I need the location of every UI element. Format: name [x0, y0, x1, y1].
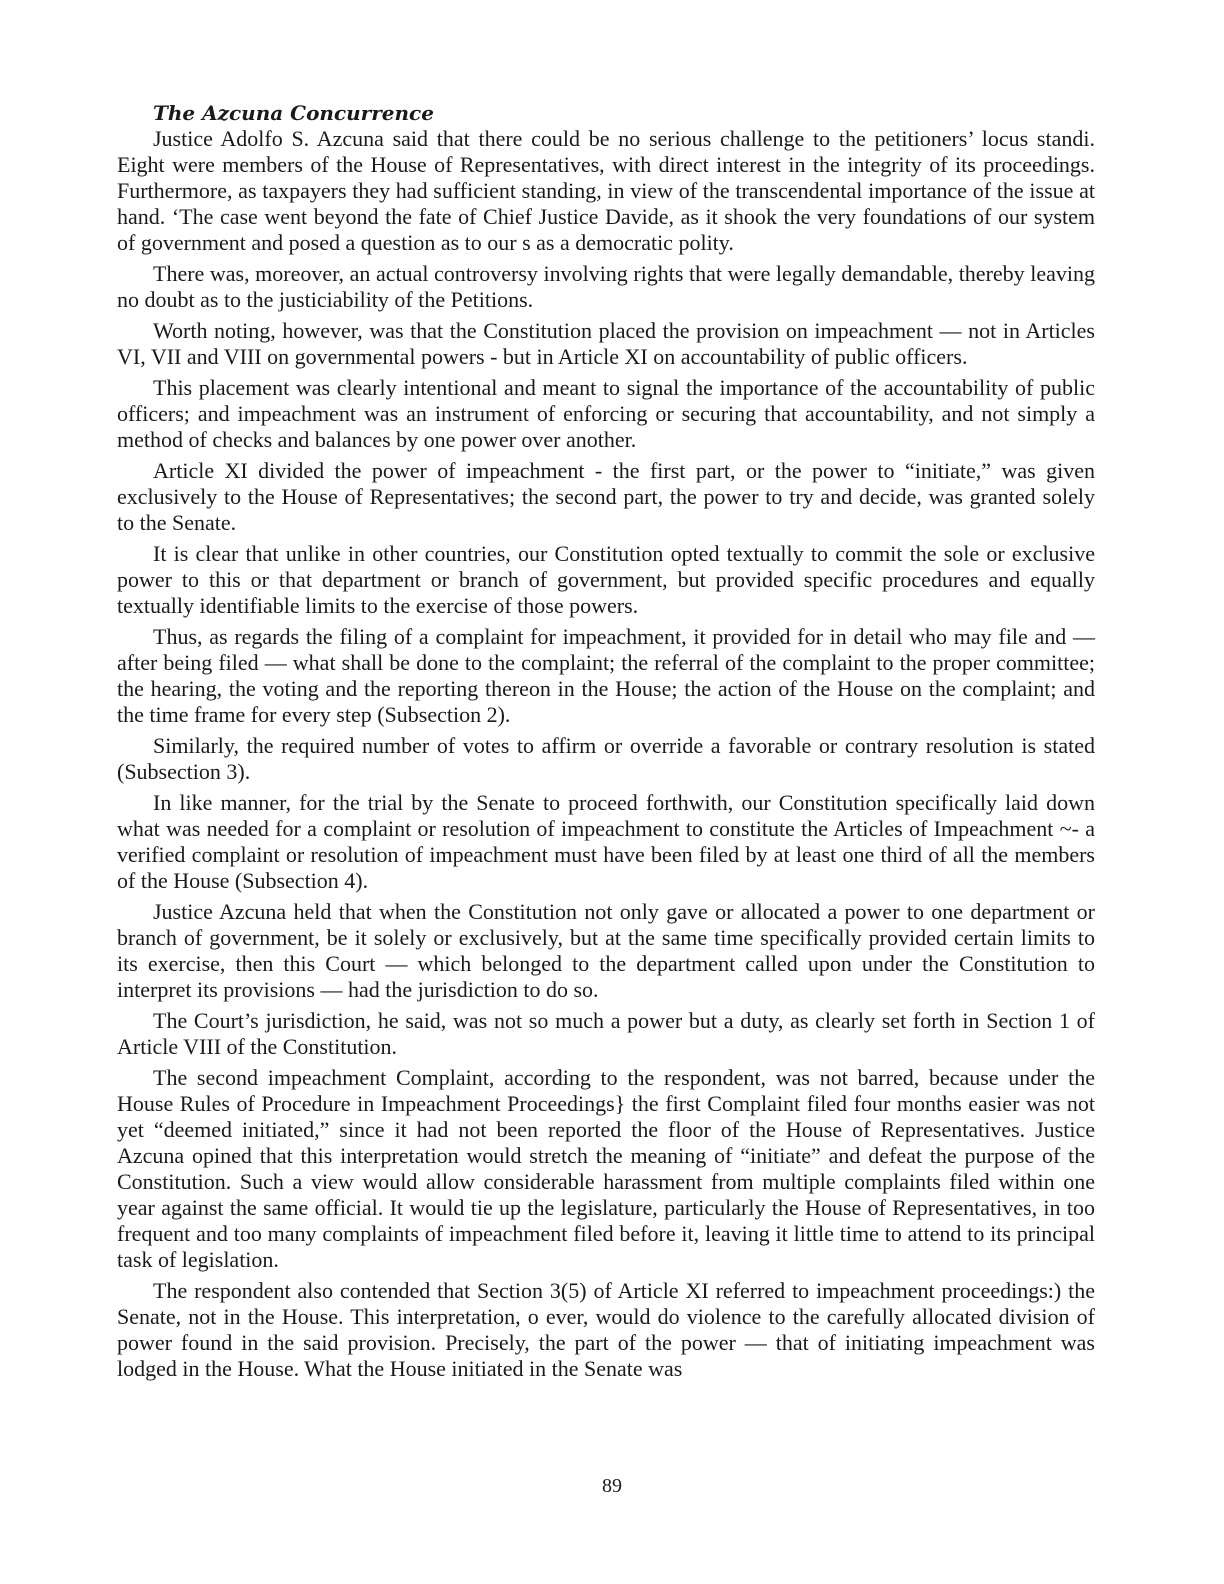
paragraph-court-jurisdiction-held: Justice Azcuna held that when the Constitution not only gave or allocated a power to one department or branch of government, be it solely or exclusively, but at the same time specifically provided certain limits to its exercise, then this Court — which belonged to the department called upon under the Constitution to interpret its provisions — had the jurisdiction to do so. — [117, 899, 1095, 1002]
paragraph-textual-commitment: It is clear that unlike in other countries, our Constitution opted textually to commit the sole or exclusive power to this or that department or branch of government, but provided specific procedures and equally textually identifiable limits to the exercise of those powers. — [117, 541, 1095, 618]
paragraph-senate-trial: In like manner, for the trial by the Senate to proceed forthwith, our Constitution specifically laid down what was needed for a complaint or resolution of impeachment to constitute the Articles of Impeachment ~- a verified complaint or resolution of impeachment must have been filed by at least one third of all the members of the House (Subsection 4). — [117, 790, 1095, 893]
paragraph-filing-complaint: Thus, as regards the filing of a complaint for impeachment, it provided for in detail who may file and — after being filed — what shall be done to the complaint; the referral of the complaint to the proper committee; the hearing, the voting and the reporting thereon in the House; the action of the House on the complaint; and the time frame for every step (Subsection 2). — [117, 624, 1095, 727]
section-title: The Azcuna Concurrence — [153, 101, 434, 125]
paragraph-section-3-5: The respondent also contended that Section 3(5) of Article XI referred to impeachment proceedings:) the Senate, not in the House. This interpretation, o ever, would do violence to the carefully allocated division of power found in the said provision. Precisely, the part of the power — that of initiating impeachment was lodged in the House. What the House initiated in the Senate was — [117, 1278, 1095, 1381]
paragraph-locus-standi: Justice Adolfo S. Azcuna said that there could be no serious challenge to the petitioners’ locus standi. Eight were members of the House of Representatives, with direct interest in the integrity of its proceedings. Furthermore, as taxpayers they had sufficient standing, in view of the transcendental importance of the issue at hand. ‘The case went beyond the fate of Chief Justice Davide, as it shook the very foundations of our system of government and posed a question as to our s as a democratic polity. — [117, 126, 1095, 255]
paragraph-placement-provision: Worth noting, however, was that the Constitution placed the provision on impeachment — not in Articles VI, VII and VIII on governmental powers - but in Article XI on accountability of public officers. — [117, 318, 1095, 369]
document-page — [117, 100, 1095, 1387]
paragraph-placement-intentional: This placement was clearly intentional and meant to signal the importance of the accountability of public officers; and impeachment was an instrument of enforcing or securing that accountability, and not simply a method of checks and balances by one power over another. — [117, 375, 1095, 452]
page-number: 89 — [602, 1475, 622, 1497]
paragraph-required-votes: Similarly, the required number of votes to affirm or override a favorable or contrary resolution is stated (Subsection 3). — [117, 733, 1095, 784]
paragraph-jurisdiction-duty: The Court’s jurisdiction, he said, was not so much a power but a duty, as clearly set forth in Section 1 of Article VIII of the Constitution. — [117, 1008, 1095, 1059]
paragraph-article-xi-division: Article XI divided the power of impeachment - the first part, or the power to “initiate,” was given exclusively to the House of Representatives; the second part, the power to try and decide, was granted solely to the Senate. — [117, 458, 1095, 535]
paragraph-second-complaint: The second impeachment Complaint, according to the respondent, was not barred, because under the House Rules of Procedure in Impeachment Proceedings} the first Complaint filed four months easier was not yet “deemed initiated,” since it had not been reported the floor of the House of Representatives. Justice Azcuna opined that this interpretation would stretch the meaning of “initiate” and defeat the purpose of the Constitution. Such a view would allow considerable harassment from multiple complaints filed within one year against the same official. It would tie up the legislature, particularly the House of Representatives, in too frequent and too many complaints of impeachment filed before it, leaving it little time to attend to its principal task of legislation. — [117, 1065, 1095, 1272]
paragraph-actual-controversy: There was, moreover, an actual controversy involving rights that were legally demandable, thereby leaving no doubt as to the justiciability of the Petitions. — [117, 261, 1095, 312]
